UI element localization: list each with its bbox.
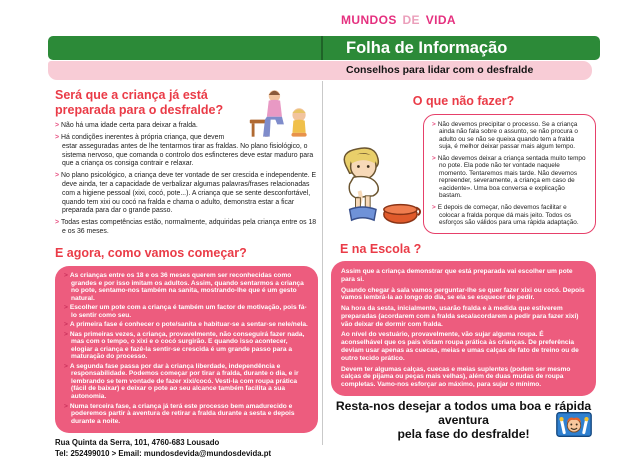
bullet-marker: >	[64, 272, 68, 280]
brand-word-vida: VIDA	[425, 13, 456, 27]
header-bar-divider	[321, 36, 323, 60]
dont-box	[423, 114, 596, 234]
bullet-marker: >	[64, 321, 68, 329]
child-potty-illustration	[331, 144, 423, 230]
closing-line2: pela fase do desfralde!	[397, 426, 530, 441]
bullet-marker: >	[432, 120, 436, 128]
bullet-text: Escolher um pote com a criança é também um factor de motivação, pois fá-lo sentir como seu.	[69, 304, 307, 319]
bullet-text: Nas primeiras vezes, a criança, provavelmente, não conseguirá fazer nada, mas com o tempo, o xixi e o cocó surgirão. E quando isso acontecer, elogiar a criança e fazê-la sentir-se crescida é um grande passo para a maturação do processo.	[69, 330, 305, 361]
footer-address-line: Rua Quinta da Serra, 101, 4760-683 Lousado	[55, 438, 220, 448]
bullet-text: A segunda fase passa por dar à criança liberdade, independência e responsabilidade. Podemos começar por tirar a fralda, durante o dia, e ir lembrando se tem vontade de fazer xixi/cocó. Vesti-la com roupa prática (fácil de baixar) e deixar o pote ao seu alcance também facilita a sua autonomia.	[69, 362, 299, 400]
bullet-item	[64, 304, 309, 319]
school-box	[331, 261, 596, 396]
bullet-item	[55, 219, 318, 236]
bullet-marker: >	[55, 219, 60, 227]
cheering-child-icon	[556, 412, 592, 437]
bullet-marker: >	[55, 134, 60, 142]
section-title-dont: O que não fazer?	[412, 94, 515, 108]
bullet-text: Há condições inerentes à própria criança, que devem estar asseguradas antes de lhe tentarmos tirar as fraldas. No plano fisiológico, o sistema nervoso, que comanda o controlo dos esfincteres deve estar maduro para que a criança os consiga contrair e relaxar.	[61, 134, 314, 168]
school-paragraph: Devem ter algumas calças, cuecas e meias suplentes (podem ser mesmo calças de pijama ou peças mais velhas), além de duas mudas de roupa completas. Vamo-nos esforçar ao máximo, para sujar o mínimo.	[341, 365, 571, 389]
bullet-marker: >	[64, 402, 68, 410]
left-column	[55, 88, 318, 459]
bullet-text: Não devemos deixar a criança sentada muito tempo no pote. Ela pode não ter vontade naquele momento. Tentaremos mais tarde. Não devemos repreender, severamente, a criança em caso de «acidente». Uma boa conversa e explicação bastam.	[437, 154, 586, 200]
section-title-ready: Será que a criança já está preparada para o desfralde?	[55, 88, 224, 117]
bullet-marker: >	[55, 122, 60, 129]
bullet-text: As crianças entre os 18 e os 36 meses querem ser reconhecidas como grandes e por isso imitam os adultos. Assim, quando sentarmos a criança no pote, sentamo-nos também na sanita, mostrando-lhe que é um gesto natural.	[69, 272, 304, 302]
closing-line1: Resta-nos desejar a todos uma boa e rápida aventura	[335, 398, 592, 427]
bullet-text: A primeira fase é conhecer o pote/sanita e habituar-se a sentar-se nele/nela.	[69, 321, 308, 329]
dont-row	[331, 114, 596, 234]
bullet-marker: >	[64, 362, 68, 370]
school-paragraph: Quando chegar à sala vamos perguntar-lhe se quer fazer xixi ou cocó. Depois vamos lembrá-la ao longo do dia, se ela se esquecer de pedir.	[341, 286, 585, 302]
bullet-item	[64, 403, 309, 426]
bullet-item	[55, 134, 318, 169]
brand-word-mundos: MUNDOS	[341, 13, 397, 27]
bullet-item	[64, 331, 309, 361]
bullet-text: Não há uma idade certa para deixar a fralda.	[61, 122, 198, 129]
header-bar	[48, 36, 600, 60]
page-title: Folha de Informação	[346, 39, 508, 57]
school-paragraph: Na hora da sesta, inicialmente, usarão fralda e à medida que estiverem preparadas (acordarem com a fralda seca/acordarem a pedir para fazer xixi) vão deixar de dormir com fralda.	[341, 305, 579, 328]
subtitle-bar	[48, 61, 592, 80]
bullet-text: E depois de começar, não devemos facilitar e colocar a fralda porque dá mais jeito. Todos os esforços são válidos para uma rápida adaptação.	[437, 203, 579, 227]
section-title-start: E agora, como vamos começar?	[55, 245, 247, 260]
bullet-item	[432, 204, 587, 227]
bullet-item	[432, 121, 587, 151]
section-title-school: E na Escola ?	[340, 241, 422, 256]
bullet-marker: >	[64, 304, 68, 312]
bullet-text: No plano psicológico, a criança deve ter vontade de ser crescida e independente. E deve ainda, ter a capacidade de verbalizar algumas palavras/frases relacionadas com a higiene pessoal (xixi, cocó, pote...). A criança que se sente desconfortável, quando tem xixi ou cocó na fralda e chama o adulto, demonstra estar a ficar preparada para dar o grande passo.	[61, 172, 317, 215]
bullet-marker: >	[64, 330, 68, 338]
bullet-marker: >	[432, 154, 436, 162]
brand-word-de: DE	[402, 13, 420, 27]
bullet-item	[432, 155, 587, 200]
bullet-text: Todas estas competências estão, normalmente, adquiridas pela criança entre os 18 e os 36 meses.	[61, 219, 317, 236]
school-paragraph: Ao nível do vestuário, provavelmente, vão sujar alguma roupa. É aconselhável que os pais vistam roupa prática às crianças. De preferência deviam usar apenas as cuecas, meias e umas calças de fato de treino ou de outro tecido prático.	[341, 331, 579, 362]
school-paragraph: Assim que a criança demonstrar que está preparada vai escolher um pote para si.	[341, 268, 573, 283]
start-steps-box	[55, 266, 318, 433]
bullet-item	[64, 272, 309, 302]
closing-message	[331, 399, 596, 441]
parent-child-illustration	[246, 88, 318, 138]
bullet-text: Não devemos precipitar o processo. Se a criança ainda não fala sobre o assunto, se não procura o adulto ou se não se queixa quando tem a fralda suja, é melhor deixar passar mais algum tempo.	[437, 120, 578, 151]
bullet-item	[64, 363, 309, 401]
right-column	[331, 88, 596, 441]
bullet-marker: >	[55, 172, 60, 180]
footer-contact-line: Tel: 252499010 > Email: mundosdevida@mundosdevida.pt	[55, 448, 272, 458]
column-divider	[322, 81, 323, 445]
brand-logo	[341, 13, 456, 27]
bullet-marker: >	[432, 203, 436, 211]
page-subtitle: Conselhos para lidar com o desfralde	[346, 64, 534, 76]
footer-contact	[55, 438, 318, 459]
bullet-item	[55, 172, 318, 215]
bullet-text: Numa terceira fase, a criança já terá este processo bem amadurecido e poderemos partir à aventura de retirar a fralda durante a sesta e depois durante a noite.	[69, 402, 295, 425]
bullet-item	[64, 321, 309, 329]
